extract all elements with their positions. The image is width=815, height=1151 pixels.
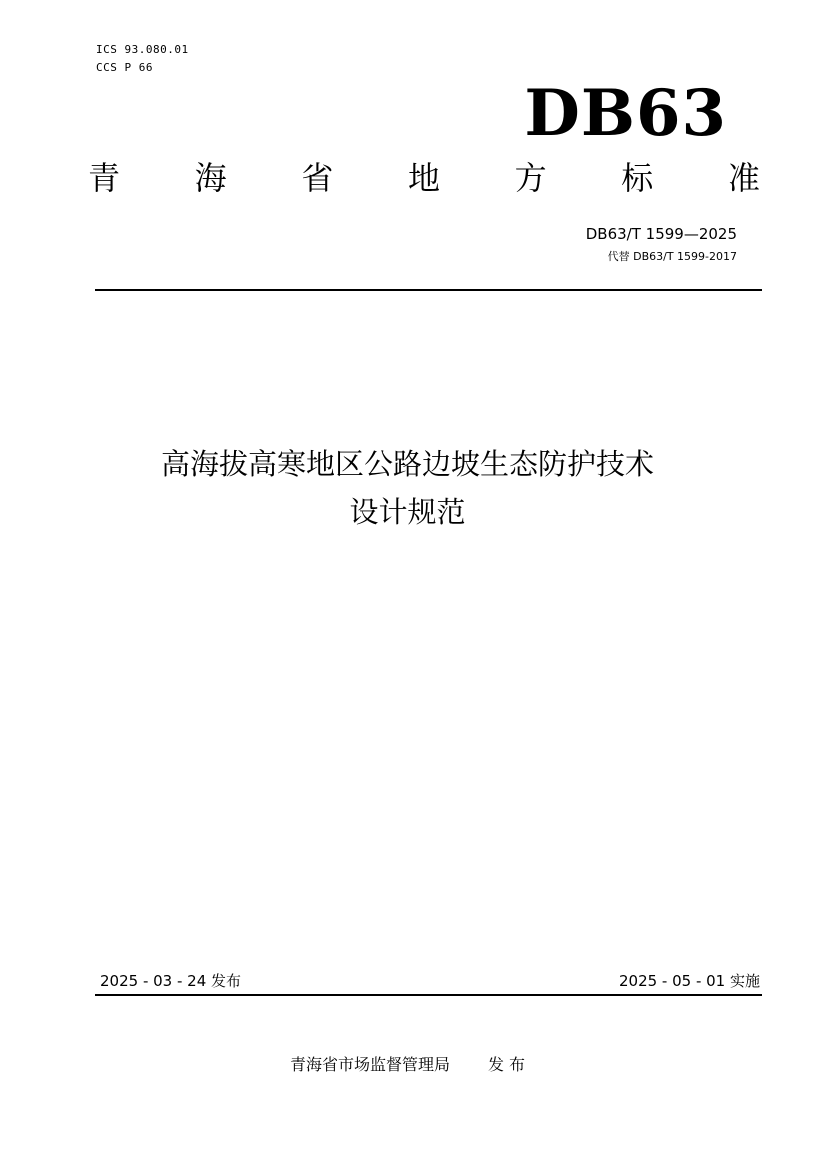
standard-type-heading xyxy=(88,155,760,201)
replaced-standard-number: 代替 DB63/T 1599-2017 xyxy=(607,250,737,263)
implementation-date: 2025 - 05 - 01 实施 xyxy=(618,972,760,990)
title-line-2: 设计规范 xyxy=(349,495,466,529)
title-line-1: 高海拔高寒地区公路边坡生态防护技术 xyxy=(160,447,654,481)
date-row xyxy=(100,970,760,992)
issuing-authority: 青海省市场监督管理局 xyxy=(289,1055,450,1074)
ics-code: ICS 93.080.01 xyxy=(96,43,189,56)
standard-type-char: 海 xyxy=(194,159,227,197)
document-title xyxy=(60,440,755,536)
issue-date: 2025 - 03 - 24 发布 xyxy=(100,972,242,990)
standard-number: DB63/T 1599—2025 xyxy=(585,225,737,243)
standard-type-char: 方 xyxy=(514,159,547,197)
standard-code-logo: DB63 xyxy=(524,76,727,151)
ccs-code: CCS P 66 xyxy=(96,61,153,74)
standard-type-char: 准 xyxy=(727,159,760,197)
footer-divider xyxy=(95,994,762,996)
standard-type-char: 地 xyxy=(407,159,440,197)
standard-type-char: 青 xyxy=(88,159,121,197)
header-divider xyxy=(95,289,762,291)
standard-type-char: 标 xyxy=(621,159,654,197)
issue-action-label: 发 布 xyxy=(487,1055,526,1074)
issuer-line xyxy=(0,1053,815,1077)
classification-codes xyxy=(96,41,189,77)
standard-type-char: 省 xyxy=(301,159,334,197)
